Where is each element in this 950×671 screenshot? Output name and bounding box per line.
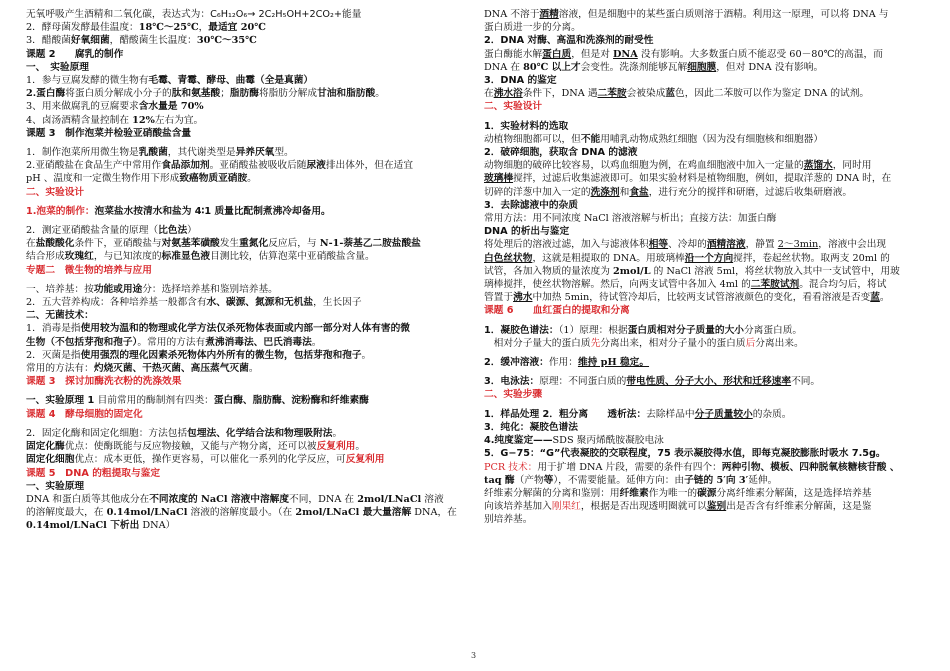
text-run: 沸水: [513, 292, 533, 304]
text-run: 蓝: [665, 88, 676, 100]
text-run: 的 NaCl 溶液 5ml，将丝状物放入其中一支试管中，用玻: [650, 265, 900, 277]
text-run: 作为唯一的: [648, 487, 698, 499]
text-run: 洗涤剂: [590, 186, 620, 198]
text-run: 煮沸消毒法、巴氏消毒法: [205, 336, 312, 348]
text-run: 3．醋酸菌: [26, 35, 71, 47]
right-line: [484, 513, 929, 526]
text-run: 。: [879, 292, 890, 304]
text-run: 重氮化: [239, 238, 269, 250]
text-run: 酒精: [539, 9, 559, 20]
text-run: 后: [745, 337, 756, 349]
text-run: 。: [247, 173, 257, 185]
right-line: [484, 212, 929, 225]
text-run: 。: [361, 349, 372, 361]
left-line: [26, 146, 466, 159]
left-line: [26, 205, 466, 218]
text-run: 优点：成本更低，操作更容易，可以催化一系列的化学反应，可: [74, 454, 346, 466]
left-line: [26, 61, 466, 74]
text-run: DNA 和蛋白质等其他成分在: [26, 493, 150, 505]
left-line: [26, 427, 466, 440]
text-run: 分离出来。: [755, 337, 804, 349]
right-line: [484, 74, 929, 87]
text-run: 管置于: [484, 292, 514, 304]
right-line: [484, 61, 929, 74]
left-line: [26, 440, 466, 453]
text-run: 水、碳源、氮源和无机盐: [206, 297, 314, 309]
text-run: 型。: [274, 147, 294, 159]
text-run: 、冷却的: [668, 239, 707, 251]
text-run: 不能: [580, 133, 601, 145]
text-run: N-1-萘基乙二胺盐酸盐: [319, 238, 421, 250]
right-line: [484, 21, 929, 34]
text-run: 1．样品处理 2．粗分离 透析法：: [484, 408, 647, 420]
right-line: [484, 8, 929, 21]
text-run: 3．电泳法：: [484, 376, 540, 388]
text-run: 一、实验原理: [26, 480, 85, 492]
right-line: [484, 324, 929, 337]
text-run: DNA，在: [411, 507, 457, 519]
text-run: 目测比较，估算泡菜中亚硝酸盐含量。: [210, 251, 375, 263]
text-run: 异养厌氧: [235, 147, 275, 159]
text-run: 不同，DNA 在: [289, 493, 358, 505]
left-line: [26, 408, 466, 421]
text-run: 蛋白质进一步的分离。: [484, 22, 581, 34]
text-run: 2～3min: [777, 239, 819, 251]
left-line: [26, 375, 466, 388]
text-run: 切碎的洋葱中加入一定的: [484, 186, 591, 198]
text-run: 将处理后的溶液过滤，加入与滤液体积: [484, 239, 649, 251]
text-run: ，这就是粗提取的 DNA。用玻璃棒: [532, 252, 685, 264]
text-run: DNA: [613, 48, 638, 60]
text-run: 2．破碎细胞，获取含 DNA 的滤液: [484, 147, 638, 159]
right-line: [484, 252, 929, 265]
text-run: 两种引物、模板、四种脱氧核糖核苷酸 、: [721, 461, 900, 473]
left-line: [26, 21, 466, 34]
text-run: 的杂质。: [752, 408, 792, 420]
text-run: 没有影响。大多数蛋白质不能忍受 60－80℃的高温，而: [637, 48, 883, 60]
left-line: [26, 394, 466, 407]
text-run: 2.蛋白酶: [26, 88, 66, 100]
left-line: [26, 8, 466, 21]
text-run: 课题 2 腐乳的制作: [26, 48, 124, 60]
text-run: 细胞膜: [687, 61, 717, 73]
right-line: [484, 421, 929, 434]
left-line: [26, 186, 466, 199]
text-run: 2．缓冲溶液：: [484, 357, 549, 369]
text-run: 乳酸菌: [138, 147, 168, 159]
text-run: 使用强烈的理化因素杀死物体内外所有的微生物，包括芽孢和孢子: [80, 349, 362, 361]
text-run: 固定化酶: [26, 441, 65, 453]
left-line: [26, 519, 466, 532]
left-column: [26, 8, 466, 533]
text-run: 。: [332, 427, 343, 439]
text-run: 一、实验原理 1: [26, 395, 98, 407]
text-run: （1）原理：根据: [558, 324, 628, 336]
text-run: 固定化细胞: [26, 454, 75, 466]
right-line: [484, 461, 929, 474]
text-run: ，根据是否出现透明圈就可以: [580, 501, 707, 513]
text-run: ；: [220, 88, 230, 100]
text-run: 标准显色液: [161, 251, 211, 263]
left-line: [26, 264, 466, 277]
text-run: 会被染成: [626, 88, 666, 100]
text-run: 功能或用途: [93, 283, 143, 295]
text-run: 二苯胺试剂: [750, 279, 800, 291]
text-run: 二、实验设计: [484, 101, 543, 113]
text-run: 课题 3 制作泡菜并检验亚硝酸盐含量: [26, 127, 192, 139]
text-run: 二苯胺: [597, 88, 627, 100]
text-run: 课题 5 DNA 的粗提取与鉴定: [26, 467, 161, 479]
text-run: 出是否含有纤维素分解菌，这是鉴: [726, 501, 872, 513]
page-number: 3: [471, 651, 477, 660]
text-run: 对氨基苯磺酸: [161, 238, 220, 250]
text-run: 搅拌，卷起丝状物。取两支 20ml 的: [733, 252, 890, 264]
text-run: 溶液: [421, 493, 444, 505]
text-run: 2．灭菌是指: [26, 349, 81, 361]
right-line: [484, 278, 929, 291]
text-run: PCR 技术：: [484, 461, 538, 473]
text-run: 分离纤维素分解菌，这是选择培养基: [716, 487, 872, 499]
text-run: 蛋白酶、脂肪酶、淀粉酶和纤维素酶: [213, 395, 369, 407]
text-run: 刚果红: [551, 501, 581, 513]
text-run: ，与已知浓度的: [93, 251, 162, 263]
text-run: 1．参与豆腐发酵的微生物有: [26, 75, 149, 87]
text-run: 在: [26, 238, 36, 250]
text-run: 一、 实验原理: [26, 61, 89, 73]
text-run: 带电性质、分子大小、形状和迁移速率: [626, 376, 792, 388]
text-run: 和: [619, 186, 630, 198]
right-line: [484, 434, 929, 447]
left-line: [26, 362, 466, 375]
text-run: 分离出来，相对分子量小的蛋白质: [600, 337, 746, 349]
text-run: 反复利用: [345, 454, 385, 466]
text-run: 18℃～25℃: [138, 22, 199, 34]
text-run: 排出体外，但在适宜: [325, 160, 414, 172]
text-run: 脂肪酶: [229, 88, 259, 100]
text-run: 条件下，DNA 遇: [522, 88, 598, 100]
text-run: 常用的方法有：: [26, 363, 94, 375]
left-line: [26, 493, 466, 506]
text-run: 蒸馏水: [803, 160, 833, 172]
left-line: [26, 114, 466, 127]
left-line: [26, 159, 466, 172]
text-run: 等: [543, 474, 554, 486]
text-run: ，其代谢类型是: [167, 147, 236, 159]
text-run: DNA 的析出与鉴定: [484, 226, 570, 238]
left-line: [26, 283, 466, 296]
text-run: ，: [198, 22, 209, 34]
text-run: 向该培养基加入: [484, 501, 552, 513]
left-line: [26, 172, 466, 185]
text-run: 不同浓度的 NaCl 溶液中溶解度: [149, 493, 290, 505]
right-line: [484, 388, 929, 401]
right-line: [484, 87, 929, 100]
text-run: 原理：不同蛋白质的: [539, 376, 627, 388]
text-run: 用于扩增 DNA 片段，需要的条件有四个：: [537, 461, 722, 473]
text-run: 1．实验材料的选取: [484, 120, 569, 132]
text-run: 1.泡菜的制作：: [26, 205, 95, 217]
text-run: 动物细胞的破碎比较容易，以鸡血细胞为例，在鸡血细胞液中加入一定量的: [484, 160, 804, 172]
text-run: 玻璃棒: [484, 173, 514, 185]
text-run: 3．纯化：凝胶色谱法: [484, 421, 578, 433]
text-run: 常用方法：用不同浓度 NaCl 溶液溶解与析出；直接方法：加蛋白酶: [484, 213, 777, 225]
text-run: 食品添加剂: [161, 160, 210, 172]
text-run: 玫瑰红: [64, 251, 94, 263]
right-line: [484, 133, 929, 146]
text-run: 蛋白酶能水解: [484, 48, 543, 60]
text-run: 相对分子量大的蛋白质: [484, 337, 591, 349]
text-run: 肽和氨基酸: [171, 88, 221, 100]
right-line: [484, 291, 929, 304]
text-run: 优点：使酶既能与反应物接触，又能与产物分离，还可以被: [64, 441, 317, 453]
right-line: [484, 159, 929, 172]
text-run: 纤维素分解菌的分离和鉴别：用: [484, 487, 620, 499]
text-run: 反复利用: [316, 441, 356, 453]
text-run: 生物（不包括芽孢和孢子）: [26, 336, 138, 348]
text-run: 会变性。洗涤剂能够瓦解: [580, 61, 688, 73]
text-run: 作用：: [548, 357, 578, 369]
text-run: 条件下，亚硝酸盐与: [74, 238, 162, 250]
text-run: 2．酵母菌发酵最佳温度：: [26, 22, 139, 34]
right-line: [484, 100, 929, 113]
text-run: 3、用来做腐乳的豆腐要求: [26, 101, 139, 113]
left-line: [26, 480, 466, 493]
left-line: [26, 467, 466, 480]
text-run: 搅拌，过滤后收集滤液即可。如果实验材料是植物细胞，例如，提取洋葱的 DNA 时，在: [513, 173, 892, 185]
text-run: 蛋白质: [542, 48, 572, 60]
text-run: 色，因此二苯胺可以作为鉴定 DNA 的试剂。: [675, 88, 870, 100]
text-run: 0.14mol/LNaCl 下析出: [26, 520, 140, 532]
text-run: C₆H₁₂O₆→ 2C₂H₅OH+2CO₂+能量: [210, 9, 362, 20]
text-run: 沸水浴: [493, 88, 523, 100]
left-line: [26, 74, 466, 87]
text-run: 去除样品中: [646, 408, 695, 420]
text-run: 尿液: [306, 160, 326, 172]
text-run: 4.纯度鉴定——: [484, 435, 553, 447]
right-line: [484, 474, 929, 487]
text-run: 甘油和脂肪酸: [317, 88, 376, 100]
text-run: taq 酶: [484, 474, 515, 486]
left-line: [26, 224, 466, 237]
text-run: 二、实验设计: [26, 186, 85, 198]
text-run: 30℃～35℃: [196, 35, 257, 47]
text-run: 将脂肪分解成: [258, 88, 318, 100]
text-run: 鉴别: [706, 501, 727, 513]
left-line: [26, 453, 466, 466]
right-line: [484, 172, 929, 185]
text-run: 。: [248, 363, 259, 375]
text-run: 的溶解度最大，在: [26, 507, 107, 519]
text-run: 泡菜盐水按清水和盐为 4∶1 质量比配制煮沸冷却备用。: [94, 205, 331, 217]
left-line: [26, 349, 466, 362]
right-line: [484, 356, 929, 369]
text-run: 一、培养基：按: [26, 283, 94, 295]
text-run: 课题 6 血红蛋白的提取和分离: [484, 305, 630, 317]
text-run: 灼烧灭菌、干热灭菌、高压蒸气灭菌: [93, 363, 249, 375]
left-line: [26, 309, 466, 322]
text-run: ，但对 DNA 没有影响。: [716, 61, 824, 73]
right-line: [484, 447, 929, 460]
right-line: [484, 265, 929, 278]
text-run: 2．测定亚硝酸盐含量的原理（: [26, 225, 159, 237]
right-line: [484, 225, 929, 238]
text-run: 在: [484, 88, 494, 100]
text-run: ，同时用: [832, 160, 872, 172]
text-run: 包埋法、化学结合法和物理吸附法: [187, 427, 333, 439]
text-run: 最适宜 20℃: [208, 22, 266, 34]
text-run: 4、卤汤酒精含量控制在: [26, 114, 133, 126]
right-line: [484, 199, 929, 212]
left-line: [26, 296, 466, 309]
text-run: SDS 聚丙烯酰胺凝胶电泳: [552, 435, 664, 447]
left-line: [26, 34, 466, 47]
text-run: 分子质量较小: [694, 408, 753, 420]
text-run: 酒精溶液: [706, 239, 746, 251]
right-line: [484, 48, 929, 61]
text-run: 纤维素: [619, 487, 649, 499]
text-run: DNA 在: [484, 61, 524, 73]
text-run: pH 、温度和一定微生物作用下形成: [26, 173, 180, 185]
text-run: 碳源: [697, 487, 717, 499]
right-line: [484, 487, 929, 500]
text-run: 沿一个方向: [684, 252, 734, 264]
text-run: 3．去除滤液中的杂质: [484, 199, 578, 211]
text-run: 不同。: [791, 376, 821, 388]
left-line: [26, 100, 466, 113]
text-run: 溶液，但是细胞中的某些蛋白质则溶于酒精。利用这一原理，可以将 DNA 与: [558, 9, 889, 20]
left-line: [26, 48, 466, 61]
text-run: 动植物细胞都可以，但: [484, 133, 581, 145]
text-run: DNA 不溶于: [484, 9, 540, 20]
text-run: 维持 pH 稳定。: [577, 357, 650, 369]
text-run: 发生: [219, 238, 240, 250]
text-run: 相等: [648, 239, 669, 251]
text-run: ，生长因子: [313, 297, 362, 309]
text-run: 2mol/LNaCl: [357, 493, 422, 505]
right-line: [484, 186, 929, 199]
left-line: [26, 237, 466, 250]
right-line: [484, 146, 929, 159]
text-run: 2mol/L: [613, 265, 651, 277]
text-run: 课题 4 酵母细胞的固定化: [26, 408, 143, 420]
text-run: 先: [590, 337, 601, 349]
text-run: 毛霉、青霉、酵母、曲霉（全是真菌）: [148, 75, 314, 87]
text-run: 含水量是 70%: [138, 101, 204, 113]
text-run: 2mol/LNaCl 最大量溶解: [295, 507, 412, 519]
text-run: 食盐: [629, 186, 649, 198]
text-run: 试管，各加入物质的量浓度为: [484, 265, 614, 277]
left-line: [26, 87, 466, 100]
text-run: 2．五大营养构成：各种培养基一般都含有: [26, 297, 207, 309]
text-run: 。: [311, 336, 322, 348]
right-line: [484, 500, 929, 513]
text-run: 专题二 微生物的培养与应用: [26, 264, 152, 276]
right-line: [484, 337, 929, 350]
text-run: 目前常用的酶制剂有四类：: [97, 395, 214, 407]
text-run: 二、无菌技术：: [26, 310, 94, 322]
text-run: 。常用的方法有: [137, 336, 206, 348]
text-run: ，进行充分的搅拌和研磨，过滤后收集研磨液。: [648, 186, 853, 198]
text-run: 1．消毒是指: [26, 323, 81, 335]
text-run: 1．凝胶色谱法：: [484, 324, 559, 336]
text-run: 蓝: [870, 292, 880, 304]
left-line: [26, 506, 466, 519]
right-line: [484, 34, 929, 47]
text-run: 无氧呼吸产生酒精和二氧化碳，表达式为：: [26, 9, 211, 20]
text-run: 。: [355, 441, 366, 453]
text-run: 用哺乳动物成熟红细胞（因为没有细胞核和细胞器）: [600, 133, 824, 145]
text-run: 分离蛋白质。: [743, 324, 803, 336]
text-run: 0.14mol/LNaCl: [106, 507, 188, 519]
right-line: [484, 304, 929, 317]
text-run: 使用较为温和的物理或化学方法仅杀死物体表面或内部一部分对人体有害的微: [80, 323, 410, 335]
text-run: 5．G−75：“G”代表凝胶的交联程度，75 表示凝胶得水值，即每克凝胶膨胀时吸水 7.5g。: [484, 448, 886, 460]
text-run: 课题 3 探讨加酶洗衣粉的洗涤效果: [26, 376, 182, 388]
text-run: 2．DNA 对酶、高温和洗涤剂的耐受性: [484, 35, 654, 47]
right-line: [484, 238, 929, 251]
text-run: 80℃ 以上才: [523, 61, 581, 73]
text-run: 二、实验步骤: [484, 389, 543, 401]
text-run: 1．制作泡菜所用微生物是: [26, 147, 139, 159]
text-run: ），不需要能量。延伸方向：由: [553, 474, 685, 486]
left-line: [26, 322, 466, 335]
text-run: 好氧细菌: [70, 35, 110, 47]
text-run: ，溶液中会出现: [818, 239, 887, 251]
left-line: [26, 127, 466, 140]
text-run: 结合形成: [26, 251, 65, 263]
text-run: 左右为宜。: [154, 114, 204, 126]
text-run: ）: [187, 225, 197, 237]
text-run: ，但是对: [571, 48, 614, 60]
text-run: 比色法: [158, 225, 188, 237]
text-run: 反应后，与: [268, 238, 320, 250]
text-run: 将蛋白质分解成小分子的: [65, 88, 172, 100]
text-run: 。: [375, 88, 385, 100]
text-run: 子链的 5′向 3′: [684, 474, 749, 486]
right-line: [484, 120, 929, 133]
text-run: 蛋白质相对分子质量的大小: [627, 324, 744, 336]
right-line: [484, 408, 929, 421]
right-column: [484, 8, 929, 527]
text-run: 白色丝状物: [484, 252, 533, 264]
text-run: 别培养基。: [484, 514, 533, 526]
text-run: 3．DNA 的鉴定: [484, 75, 557, 87]
text-run: 致癌物质亚硝胺: [179, 173, 248, 185]
text-run: DNA）: [139, 520, 176, 532]
text-run: 分：选择培养基和鉴别培养基。: [142, 283, 278, 295]
text-run: 盐酸酸化: [35, 238, 75, 250]
left-line: [26, 250, 466, 263]
left-line: [26, 336, 466, 349]
text-run: 延伸。: [748, 474, 778, 486]
text-run: 2．固定化酶和固定化细胞：方法包括: [26, 427, 188, 439]
text-run: 2.亚硝酸盐在食品生产中常用作: [26, 160, 162, 172]
text-run: 。混合均匀后，将试: [799, 279, 887, 291]
text-run: ，醋酸菌生长温度：: [109, 35, 197, 47]
text-run: 溶液的溶解度最小。（在: [187, 507, 296, 519]
text-run: ，静置: [745, 239, 778, 251]
text-run: 。亚硝酸盐被吸收后随: [209, 160, 307, 172]
right-line: [484, 375, 929, 388]
text-run: （产物: [514, 474, 544, 486]
text-run: 中加热 5min，待试管冷却后，比较两支试管溶液颜色的变化，看看溶液是否变: [532, 292, 871, 304]
text-run: 12%: [132, 114, 155, 126]
text-run: 璃棒搅拌，使丝状物溶解。然后，向两支试管中各加入 4ml 的: [484, 279, 751, 291]
